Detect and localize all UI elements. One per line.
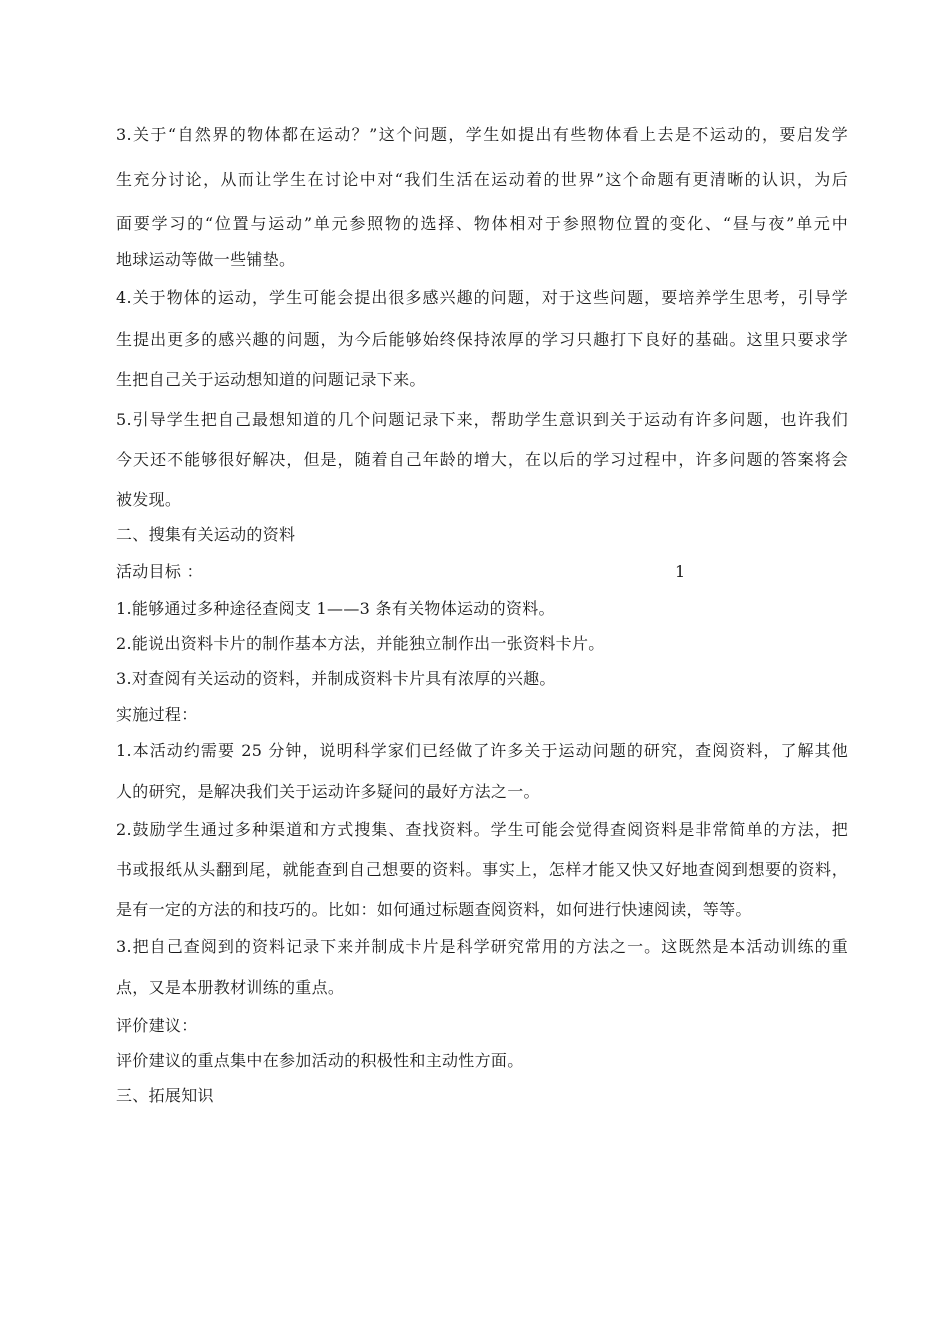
list-item: 1.能够通过多种途径查阅支 1——3 条有关物体运动的资料。 [116,599,555,618]
text-line: 是有一定的方法的和技巧的。比如：如何通过标题查阅资料，如何进行快速阅读，等等。 [116,900,752,919]
text-line: 今天还不能够很好解决，但是，随着自己年龄的增大，在以后的学习过程中，许多问题的答案将会 [116,450,848,469]
text-line: 人的研究，是解决我们关于运动许多疑问的最好方法之一。 [116,782,540,801]
text-line: 生充分讨论，从而让学生在讨论中对“我们生活在运动着的世界”这个命题有更清晰的认识，为后 [116,170,848,189]
subheading: 活动目标 ： [116,562,203,581]
subheading: 评价建议： [116,1016,198,1035]
text-line: 被发现。 [116,490,182,509]
text-line: 评价建议的重点集中在参加活动的积极性和主动性方面。 [116,1051,524,1070]
page-number: 1 [675,562,686,581]
list-item: 3.对查阅有关运动的资料，并制成资料卡片具有浓厚的兴趣。 [116,669,556,688]
text-line: 书或报纸从头翻到尾，就能查到自己想要的资料。事实上，怎样才能又快又好地查阅到想要的资料， [116,860,848,879]
text-line: 4.关于物体的运动，学生可能会提出很多感兴趣的问题，对于这些问题，要培养学生思考，引导学 [116,288,848,307]
text-line: 5.引导学生把自己最想知道的几个问题记录下来，帮助学生意识到关于运动有许多问题，也许我们 [116,410,848,429]
text-line: 3.关于“自然界的物体都在运动？”这个问题，学生如提出有些物体看上去是不运动的，要启发学 [116,125,848,144]
text-line: 点，又是本册教材训练的重点。 [116,978,345,997]
text-line: 生把自己关于运动想知道的问题记录下来。 [116,370,426,389]
section-heading: 三、拓展知识 [116,1086,214,1105]
list-item: 2.能说出资料卡片的制作基本方法，并能独立制作出一张资料卡片。 [116,634,605,653]
text-line: 2.鼓励学生通过多种渠道和方式搜集、查找资料。学生可能会觉得查阅资料是非常简单的方法，把 [116,820,848,839]
text-line: 地球运动等做一些铺垫。 [116,250,296,269]
text-line: 面要学习的“位置与运动”单元参照物的选择、物体相对于参照物位置的变化、“昼与夜”单元中 [116,214,848,233]
text-line: 1.本活动约需要 25 分钟，说明科学家们已经做了许多关于运动问题的研究，查阅资料，了解其他 [116,741,848,760]
subheading: 实施过程： [116,705,198,724]
text-line: 3.把自己查阅到的资料记录下来并制成卡片是科学研究常用的方法之一。这既然是本活动训练的重 [116,937,848,956]
text-line: 生提出更多的感兴趣的问题，为今后能够始终保持浓厚的学习只趣打下良好的基础。这里只要求学 [116,330,848,349]
section-heading: 二、搜集有关运动的资料 [116,525,296,544]
